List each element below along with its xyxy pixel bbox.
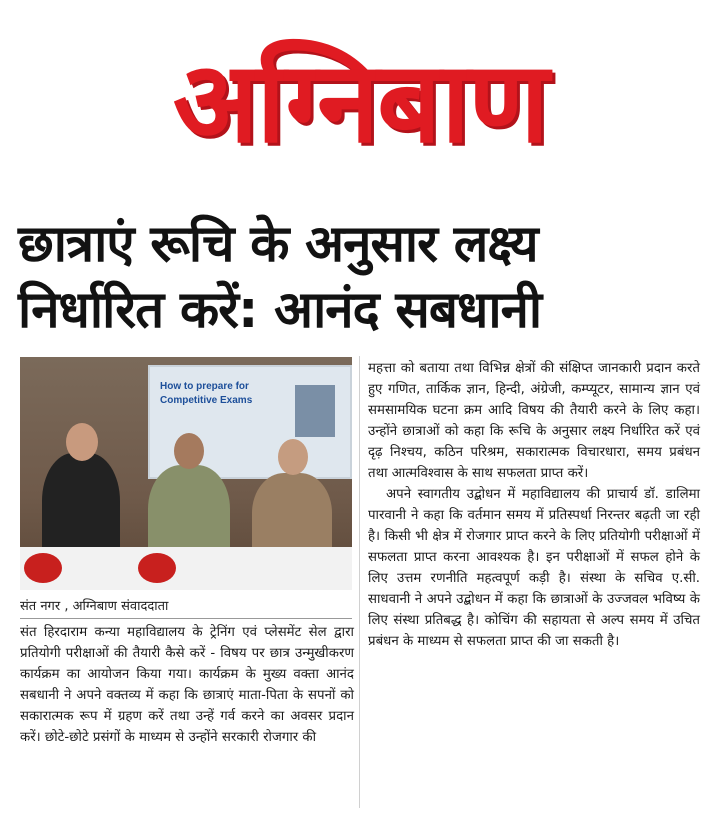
flower-bouquet-icon <box>138 553 176 583</box>
article-column-right <box>368 358 700 652</box>
article-paragraph: महत्ता को बताया तथा विभिन्न क्षेत्रों की संक्षिप्त जानकारी प्रदान करते हुए गणित, तार्किक ज्ञान, हिन्दी, अंग्रेजी, कम्प्यूटर, सामान्य ज्ञान एवं समसामयिक घटना क्रम आदि विषय की तैयारी करने के लिए कहा। उन्होंने छात्राओं को कहा कि रूचि के अनुसार लक्ष्य निर्धारित करें एवं दृढ़ निश्चय, कठिन परिश्रम, सकारात्मक विचारधारा, समय प्रबंधन तथा आत्मविश्वास के साथ सफलता प्राप्त करें। <box>368 361 700 481</box>
masthead <box>0 0 720 200</box>
article-headline <box>18 212 708 344</box>
screen-text-line-2: Competitive Exams <box>160 395 253 406</box>
dais-table <box>20 547 352 590</box>
article-paragraph: संत हिरदाराम कन्या महाविद्यालय के ट्रेनिंग एवं प्लेसमेंट सेल द्वारा प्रतियोगी परीक्षाओं की तैयारी कैसे करें - विषय पर छात्र उन्मुखीकरण कार्यक्रम का आयोजन किया गया। कार्यक्रम के मुख्य वक्ता आनंद सबधानी ने अपने वक्तव्य में कहा कि छात्राएं माता-पिता के सपनों को सकारात्मक रूप में ग्रहण करें तथा उन्हें गर्व करने का अवसर प्रदान करें। छोटे-छोटे प्रसंगों के माध्यम से उन्होंने सरकारी रोजगार की <box>20 625 354 745</box>
article-paragraph: अपने स्वागतीय उद्बोधन में महाविद्यालय की प्राचार्य डॉ. डालिमा पारवानी ने कहा कि वर्तमान समय में प्रतिस्पर्धा निरन्तर बढ़ती जा रही है। किसी भी क्षेत्र में रोजगार प्राप्त करने के लिए प्रतियोगी परीक्षाओं में सफलता प्राप्त करना आवश्यक है। इन परीक्षाओं में सफल होने के लिए उत्तम रणनीति महत्वपूर्ण कड़ी है। संस्था के सचिव ए.सी. साधवानी ने अपने उद्बोधन में कहा कि छात्राओं के उज्जवल भविष्य के लिए संस्था प्रतिबद्ध है। कोचिंग की सहायता से अल्प समय में उचित प्रबंधन के माध्यम से सफलता प्राप्त की जा सकती है। <box>368 487 700 649</box>
headline-line-2: निर्धारित करें: आनंद सबधानी <box>18 281 542 340</box>
headline-line-1: छात्राएं रूचि के अनुसार लक्ष्य <box>18 215 538 274</box>
screen-text-line-1: How to prepare for <box>160 381 249 392</box>
newspaper-logo: अग्निबाण <box>172 38 548 168</box>
flower-bouquet-icon <box>24 553 62 583</box>
article-column-left <box>20 622 354 748</box>
column-divider <box>359 356 360 808</box>
screen-speaker-image <box>295 385 335 437</box>
dateline: संत नगर , अग्निबाण संवाददाता <box>20 596 352 619</box>
event-photo <box>20 357 352 590</box>
